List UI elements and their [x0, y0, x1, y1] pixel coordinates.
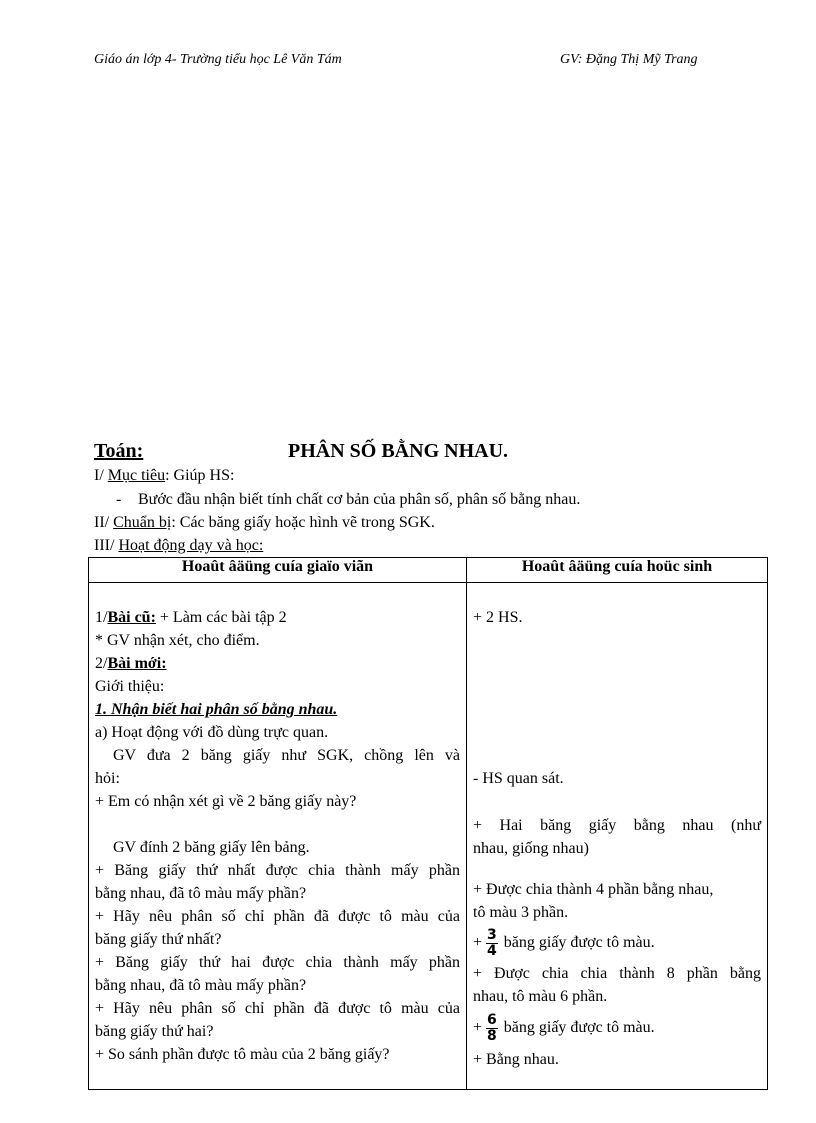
objectives-line	[94, 467, 234, 485]
table-row	[89, 583, 768, 1090]
question-4a: + Băng giấy thứ hai được chia thành mấy phần	[95, 954, 460, 971]
answer-1: + 2 HS.	[473, 609, 523, 626]
preparation-line	[94, 514, 435, 532]
answer-3b: nhau, giống nhau)	[473, 840, 589, 857]
table-header-row	[89, 558, 768, 583]
objectives-prefix: I/	[94, 467, 108, 484]
answer-4b: tô màu 3 phần.	[473, 904, 569, 921]
fraction-denominator: 4	[487, 942, 497, 959]
question-6: + So sánh phần được tô màu của 2 băng giấy?	[95, 1046, 390, 1063]
new-lesson-line	[95, 652, 460, 675]
objectives-label: Mục tiêu	[107, 467, 166, 484]
objectives-text: : Giúp HS:	[165, 467, 235, 484]
preparation-prefix: II/	[94, 514, 114, 531]
fraction-denominator: 8	[487, 1027, 497, 1044]
preparation-text: : Các băng giấy hoặc hình vẽ trong SGK.	[171, 514, 435, 531]
answer-7	[473, 1008, 761, 1048]
page-header-school: Giáo án lớp 4- Trường tiểu học Lê Văn Tám	[94, 52, 342, 67]
student-activities-cell	[467, 583, 768, 1090]
activities-heading	[94, 537, 263, 555]
answer-6b: nhau, tô màu 6 phần.	[473, 988, 608, 1005]
answer-3a: + Hai băng giấy bằng nhau (như	[473, 817, 761, 834]
question-1: + Em có nhận xét gì về 2 băng giấy này?	[95, 793, 357, 810]
teacher-activities-cell	[89, 583, 467, 1090]
answer-7-text: băng giấy được tô màu.	[503, 1019, 655, 1036]
activities-prefix: III/	[94, 537, 119, 554]
activities-label: Hoạt động dạy và học:	[118, 537, 264, 554]
fraction-six-eighths	[486, 1013, 498, 1044]
answer-8: + Bằng nhau.	[473, 1051, 559, 1068]
answer-4a: + Được chia thành 4 phần bằng nhau,	[473, 881, 714, 898]
question-4b: bằng nhau, đã tô màu mấy phần?	[95, 977, 307, 994]
fraction-numerator: 6	[487, 1011, 497, 1028]
answer-7-prefix: +	[473, 1019, 483, 1036]
new-lesson-label: Bài mới:	[107, 655, 167, 672]
old-lesson-label: Bài cũ:	[107, 609, 156, 626]
subject-title: Toán:	[94, 440, 144, 462]
answer-6a: + Được chia chia thành 8 phần bằng	[473, 965, 761, 982]
question-2a: + Băng giấy thứ nhất được chia thành mấy phần	[95, 862, 460, 879]
gv-stick-line: GV đính 2 băng giấy lên bảng.	[113, 839, 310, 856]
old-lesson-text: + Làm các bài tập 2	[155, 609, 287, 626]
old-lesson-line	[95, 606, 460, 629]
question-5a: + Hãy nêu phân số chỉ phần đã được tô màu của	[95, 1000, 460, 1017]
question-5b: băng giấy thứ hai?	[95, 1023, 214, 1040]
question-3b: băng giấy thứ nhất?	[95, 931, 222, 948]
answer-2: - HS quan sát.	[473, 770, 564, 787]
answer-5-prefix: +	[473, 934, 483, 951]
lesson-title-row	[94, 440, 774, 468]
activities-table	[88, 557, 768, 1090]
intro-line: Giới thiệu:	[95, 678, 165, 695]
preparation-label: Chuẩn bị	[113, 514, 172, 531]
student-column-header: Hoaût âäüng cuía hoüc sinh	[467, 558, 768, 583]
answer-5-text: băng giấy được tô màu.	[503, 934, 655, 951]
teacher-column-header: Hoaût âäüng cuía giaïo viãn	[89, 558, 467, 583]
section-1-heading: 1. Nhận biết hai phân số bằng nhau.	[95, 701, 338, 718]
question-3a: + Hãy nêu phân số chỉ phần đã được tô màu của	[95, 908, 460, 925]
lesson-title: PHÂN SỐ BẰNG NHAU.	[288, 440, 509, 462]
bullet-dash-icon: -	[116, 491, 122, 508]
question-2b: bằng nhau, đã tô màu mấy phần?	[95, 885, 307, 902]
answer-5	[473, 924, 761, 962]
old-lesson-number: 1/	[95, 609, 108, 626]
fraction-numerator: 3	[487, 926, 497, 943]
review-line: * GV nhận xét, cho điểm.	[95, 632, 260, 649]
page-header-teacher: GV: Đặng Thị Mỹ Trang	[560, 52, 698, 67]
new-lesson-number: 2/	[95, 655, 108, 672]
gv-show-line-2: hỏi:	[95, 770, 120, 787]
gv-show-line-1: GV đưa 2 băng giấy như SGK, chồng lên và	[113, 747, 460, 764]
objectives-bullet	[116, 491, 580, 509]
objectives-bullet-text: Bước đầu nhận biết tính chất cơ bản của phân số, phân số bằng nhau.	[138, 491, 581, 508]
fraction-three-quarters	[486, 928, 498, 959]
part-a-line: a) Hoạt động với đồ dùng trực quan.	[95, 724, 329, 741]
